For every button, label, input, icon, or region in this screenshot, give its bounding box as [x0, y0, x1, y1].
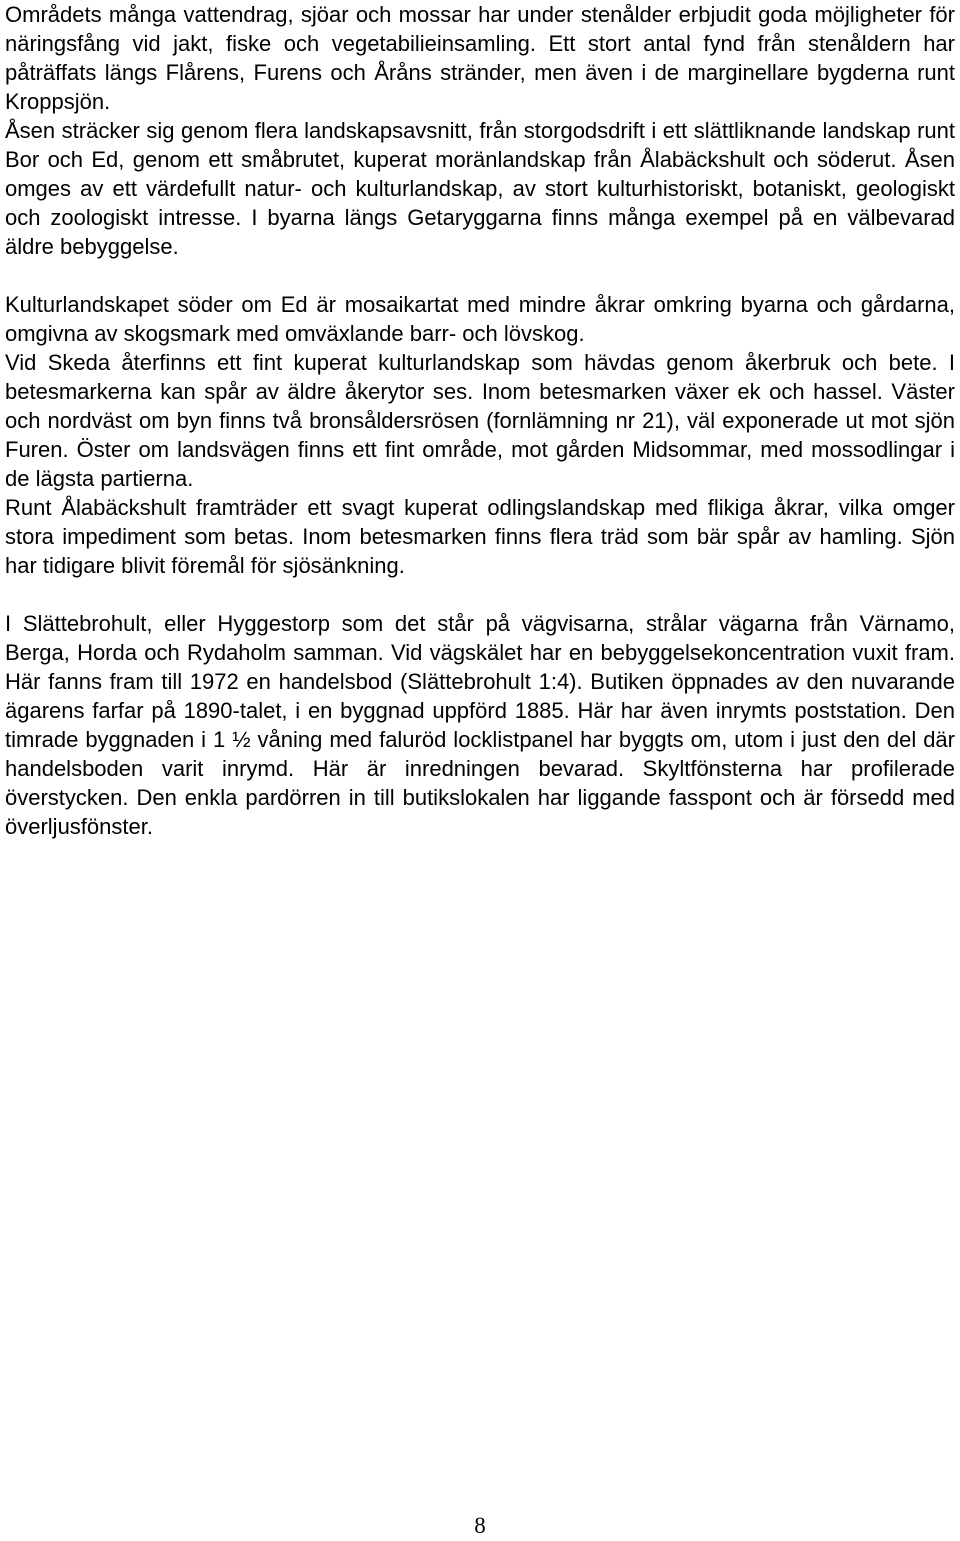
page-number: 8 [474, 1513, 486, 1538]
paragraph-slattebrohult: I Slättebrohult, eller Hyggestorp som det står på vägvisarna, strålar vägarna från Värnamo, Berga, Horda och Rydaholm samman. Vid vägskälet har en bebyggelsekoncentration vuxit fram. Här fanns fram till 1972 en handelsbod (Slättebrohult 1:4). Butiken öppnades av den nuvarande ägarens farfar på 1890-talet, i en byggnad uppförd 1885. Här har även inrymts poststation. Den timrade byggnaden i 1 ½ våning med faluröd locklistpanel har byggts om, utom i just den del där handelsboden varit inrymd. Här är inredningen bevarad. Skyltfönsterna har profilerade överstycken. Den enkla pardörren in till butikslokalen har liggande fasspont och är försedd med överljusfönster. [5, 611, 955, 839]
paragraph-asen: Åsen sträcker sig genom flera landskapsavsnitt, från storgodsdrift i ett slättliknande landskap runt Bor och Ed, genom ett småbrutet, kuperat moränlandskap från Ålabäckshult och söderut. Åsen omges av ett värdefullt natur- och kulturlandskap, av stort kulturhistoriskt, botaniskt, geologiskt och zoologiskt intresse. I byarna längs Getaryggarna finns många exempel på en välbevarad äldre bebyggelse. [5, 118, 955, 259]
document-body [5, 0, 955, 841]
paragraph-skeda: Vid Skeda återfinns ett fint kuperat kulturlandskap som hävdas genom åkerbruk och bete. I betesmarkerna kan spår av äldre åkerytor ses. Inom betesmarken växer ek och hassel. Väster och nordväst om byn finns två bronsåldersrösen (fornlämning nr 21), väl exponerade ut mot sjön Furen. Öster om landsvägen finns ett fint område, mot gården Midsommar, med mossodlingar i de lägsta partierna. [5, 350, 955, 491]
paragraph-alabackshult: Runt Ålabäckshult framträder ett svagt kuperat odlingslandskap med flikiga åkrar, vilka omger stora impediment som betas. Inom betesmarken finns flera träd som bär spår av hamling. Sjön har tidigare blivit föremål för sjösänkning. [5, 495, 955, 578]
paragraph-kulturlandskapet: Kulturlandskapet söder om Ed är mosaikartat med mindre åkrar omkring byarna och gårdarna, omgivna av skogsmark med omväxlande barr- och lövskog. [5, 292, 955, 346]
paragraph-gap [5, 580, 955, 609]
paragraph-stenalder: Områdets många vattendrag, sjöar och mossar har under stenålder erbjudit goda möjligheter för näringsfång vid jakt, fiske och vegetabilieinsamling. Ett stort antal fynd från stenåldern har påträffats längs Flårens, Furens och Åråns stränder, men även i de marginellare bygderna runt Kroppsjön. [5, 2, 955, 114]
paragraph-gap [5, 261, 955, 290]
